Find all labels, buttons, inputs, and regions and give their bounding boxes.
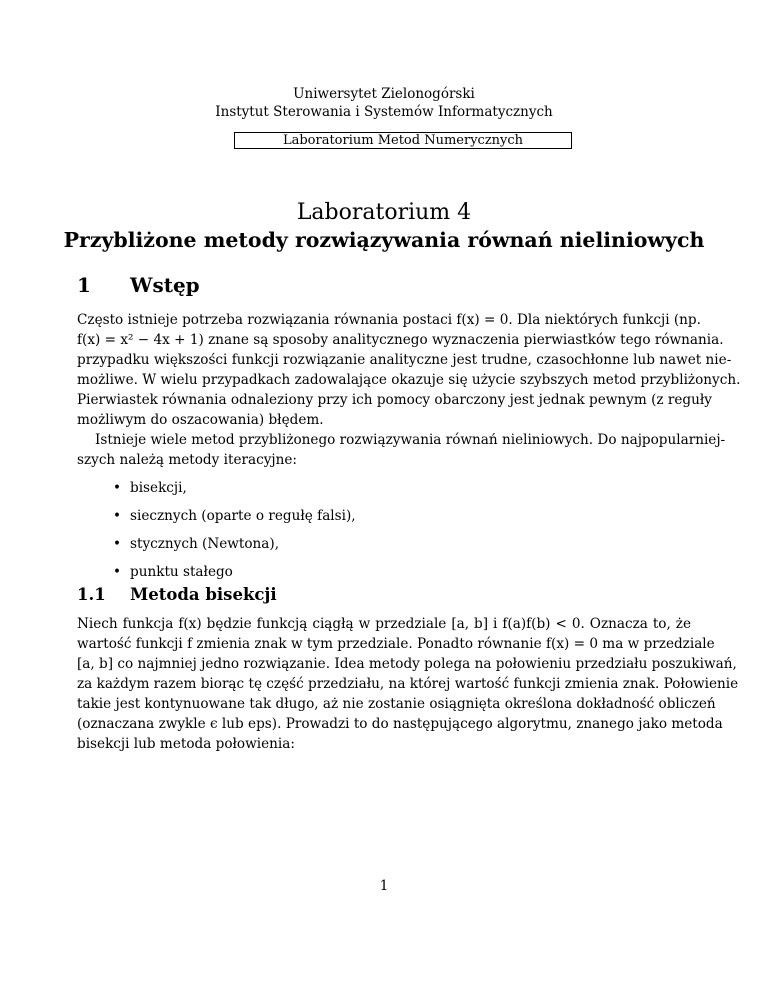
list-item: • stycznych (Newtona), bbox=[113, 534, 356, 562]
paragraph-line: (oznaczana zwykle ϵ lub eps). Prowadzi to do następującego algorytmu, znanego jako metoda bbox=[77, 716, 723, 732]
paragraph-line: f(x) = x² − 4x + 1) znane są sposoby analitycznego wyznaczenia pierwiastków tego równania. bbox=[77, 332, 724, 348]
paragraph-line: możliwe. W wielu przypadkach zadowalające okazuje się użycie szybszych metod przybliżonych. bbox=[77, 372, 741, 388]
page-number: 1 bbox=[379, 878, 389, 894]
list-item: • siecznych (oparte o regułę falsi), bbox=[113, 506, 356, 534]
paragraph-line: Często istnieje potrzeba rozwiązania równania postaci f(x) = 0. Dla niektórych funkcji (np. bbox=[77, 312, 701, 328]
section-heading-wstep bbox=[77, 273, 200, 297]
lab-subtitle: Przybliżone metody rozwiązywania równań nieliniowych bbox=[63, 228, 705, 252]
paragraph-line: takie jest kontynuowane tak długo, aż nie zostanie osiągnięta określona dokładność obliczeń bbox=[77, 696, 716, 712]
paragraph-line: możliwym do oszacowania) błędem. bbox=[77, 412, 324, 428]
section-number: 1.1 bbox=[77, 585, 106, 604]
section-number: 1 bbox=[77, 273, 91, 297]
paragraph-line: szych należą metody iteracyjne: bbox=[77, 452, 297, 468]
institute-name: Instytut Sterowania i Systemów Informatycznych bbox=[215, 104, 553, 120]
paragraph-line: [a, b] co najmniej jedno rozwiązanie. Idea metody polega na połowieniu przedziału poszukiwań, bbox=[77, 656, 737, 672]
paragraph-line: Istnieje wiele metod przybliżonego rozwiązywania równań nieliniowych. Do najpopularniej- bbox=[95, 432, 726, 448]
university-name: Uniwersytet Zielonogórski bbox=[293, 86, 475, 102]
lab-title: Laboratorium 4 bbox=[296, 200, 472, 225]
paragraph-line: Pierwiastek równania odnaleziony przy ich pomocy obarczony jest jednak pewnym (z reguły bbox=[77, 392, 712, 408]
list-item: • punktu stałego bbox=[113, 562, 356, 590]
paragraph-line: Niech funkcja f(x) będzie funkcją ciągłą w przedziale [a, b] i f(a)f(b) < 0. Oznacza to, że bbox=[77, 616, 691, 632]
intro-paragraph bbox=[77, 310, 741, 430]
section-heading-bisekcja bbox=[77, 585, 277, 604]
bisection-paragraph bbox=[77, 614, 739, 754]
paragraph-line: za każdym razem biorąc tę część przedziału, na której wartość funkcji zmienia znak. Połowienie bbox=[77, 676, 739, 692]
list-item: • bisekcji, bbox=[113, 478, 356, 506]
paragraph-line: przypadku większości funkcji rozwiązanie analityczne jest trudne, czasochłonne lub nawet nie- bbox=[77, 352, 732, 368]
paragraph-line: bisekcji lub metoda połowienia: bbox=[77, 736, 295, 752]
lab-course-box: Laboratorium Metod Numerycznych bbox=[234, 132, 572, 149]
paragraph-line: wartość funkcji f zmienia znak w tym przedziale. Ponadto równanie f(x) = 0 ma w przedziale bbox=[77, 636, 715, 652]
section-title: Metoda bisekcji bbox=[130, 585, 277, 604]
section-title: Wstęp bbox=[130, 273, 200, 297]
methods-paragraph bbox=[77, 430, 726, 470]
methods-list bbox=[113, 478, 356, 590]
